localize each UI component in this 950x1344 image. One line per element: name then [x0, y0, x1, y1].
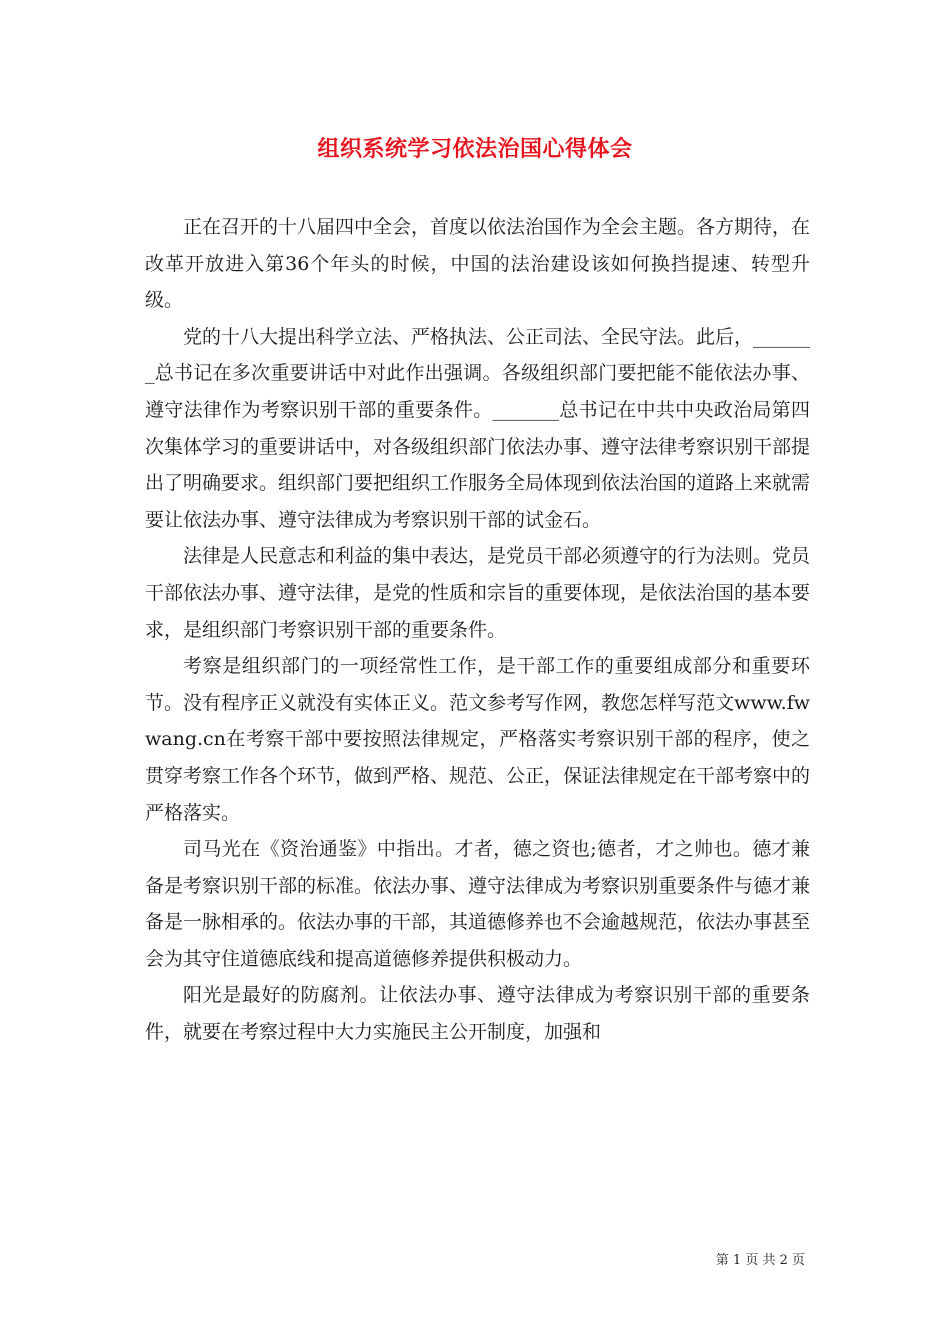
paragraph-6: 阳光是最好的防腐剂。让依法办事、遵守法律成为考察识别干部的重要条件，就要在考察过程中大力实施民主公开制度，加强和	[145, 984, 810, 1044]
paragraph-5: 司马光在《资治通鉴》中指出。才者，德之资也;德者，才之帅也。德才兼备是考察识别干部的标准。依法办事、遵守法律成为考察识别重要条件与德才兼备是一脉相承的。依法办事的干部，其道德修养也不会逾越规范，依法办事甚至会为其守住道德底线和提高道德修养提供积极动力。	[145, 838, 811, 970]
page-number: 第 1 页 共 2 页	[715, 1253, 805, 1268]
document-title: 组织系统学习依法治国心得体会	[317, 136, 633, 162]
paragraph-2: 党的十八大提出科学立法、严格执法、公正司法、全民守法。此后，_______总书记在多次重要讲话中对此作出强调。各级组织部门要把能不能依法办事、遵守法律作为考察识别干部的重要条件。_______总书记在中共中央政治局第四次集体学习的重要讲话中，对各级组织部门依法办事、遵守法律考察识别干部提出了明确要求。组织部门要把组织工作服务全局体现到依法治国的道路上来就需要让依法办事、遵守法律成为考察识别干部的试金石。	[145, 325, 811, 531]
paragraph-3: 法律是人民意志和利益的集中表达，是党员干部必须遵守的行为法则。党员干部依法办事、遵守法律，是党的性质和宗旨的重要体现，是依法治国的基本要求，是组织部门考察识别干部的重要条件。	[145, 545, 811, 641]
document-body	[145, 209, 810, 1051]
paragraph-4: 考察是组织部门的一项经常性工作，是干部工作的重要组成部分和重要环节。没有程序正义就没有实体正义。范文参考写作网，教您怎样写范文www.fwwang.cn在考察干部中要按照法律规定，严格落实考察识别干部的程序，使之贯穿考察工作各个环节，做到严格、规范、公正，保证法律规定在干部考察中的严格落实。	[145, 655, 811, 824]
paragraph-1: 正在召开的十八届四中全会，首度以依法治国作为全会主题。各方期待，在改革开放进入第36个年头的时候，中国的法治建设该如何换挡提速、转型升级。	[145, 216, 811, 312]
